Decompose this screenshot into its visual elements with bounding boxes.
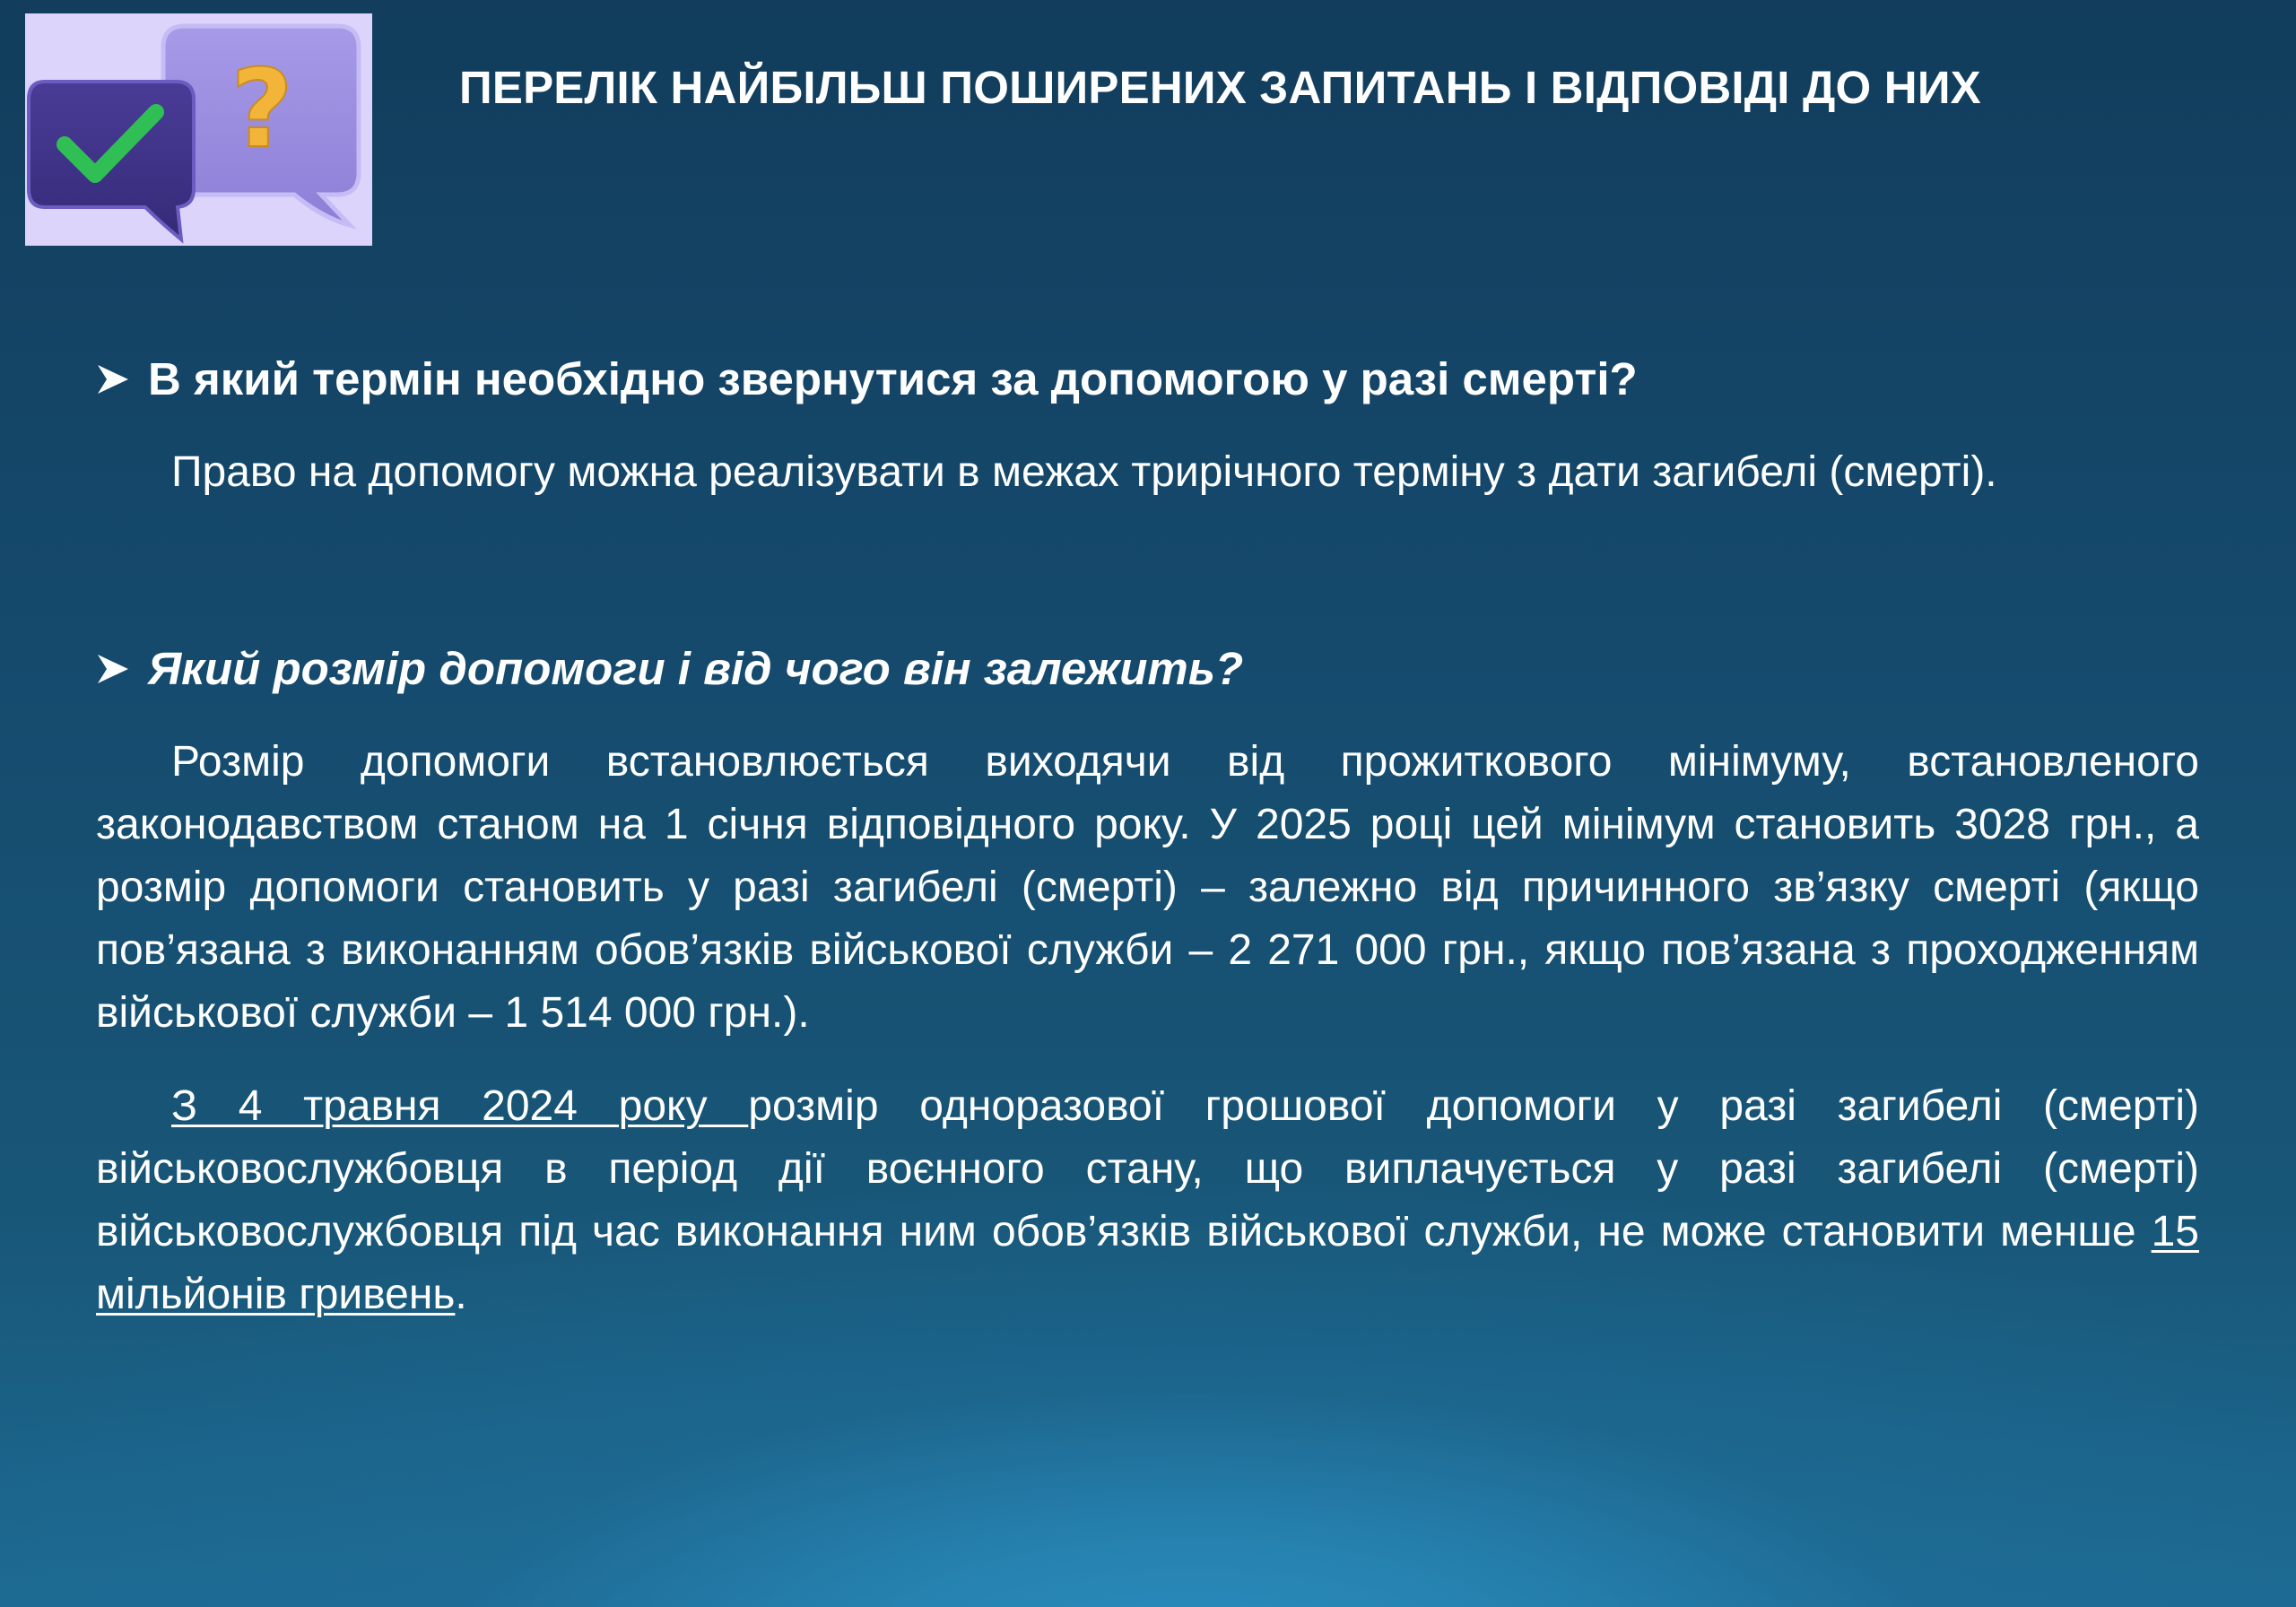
svg-text:?: ?	[230, 48, 293, 172]
extra-text: розмір одноразової грошової допомоги у разі загибелі (смерті) військовослужбовця в період дії воєнного стану, що виплачується у разі загибелі (смерті) військовослужбовця під час виконання ним обов’язків військової служби, не може становити менше	[96, 1082, 2200, 1255]
chat-bubble-checkmark-icon	[29, 82, 194, 239]
arrow-bullet-icon	[96, 653, 148, 685]
faq-answer: Розмір допомоги встановлюється виходячи від прожиткового мінімуму, встановленого законодавством станом на 1 січня відповідного року. У 2025 році цей мінімум становить 3028 грн., а розмір допомоги становить у разі загибелі (смерті) – залежно від причинного зв’язку смерті (якщо пов’язана з виконанням обов’язків військової служби – 2 271 000 грн., якщо пов’язана з проходженням військової служби – 1 514 000 грн.).	[96, 738, 2199, 1037]
extra-text-end: .	[455, 1271, 467, 1318]
faq-question	[96, 348, 2199, 411]
minimum-amount: 15 мільйонів гривень	[96, 1208, 2199, 1318]
page-title: ПЕРЕЛІК НАЙБІЛЬШ ПОШИРЕНИХ ЗАПИТАНЬ І ВІДПОВІДІ ДО НИХ	[459, 62, 1981, 113]
faq-question-text: В який термін необхідно звернутися за допомогою у разі смерті?	[148, 353, 1638, 404]
faq-question-text: Який розмір допомоги і від чого він залежить?	[148, 643, 1244, 694]
faq-question	[96, 638, 2199, 700]
faq-answer: Право на допомогу можна реалізувати в межах трирічного терміну з дати загибелі (смерті).	[171, 448, 1997, 496]
faq-answer-extra	[96, 1075, 2199, 1326]
faq-content	[96, 348, 2199, 1326]
faq-logo	[25, 13, 372, 246]
arrow-bullet-icon	[96, 363, 148, 395]
effective-date: З 4 травня 2024 року	[171, 1082, 749, 1130]
